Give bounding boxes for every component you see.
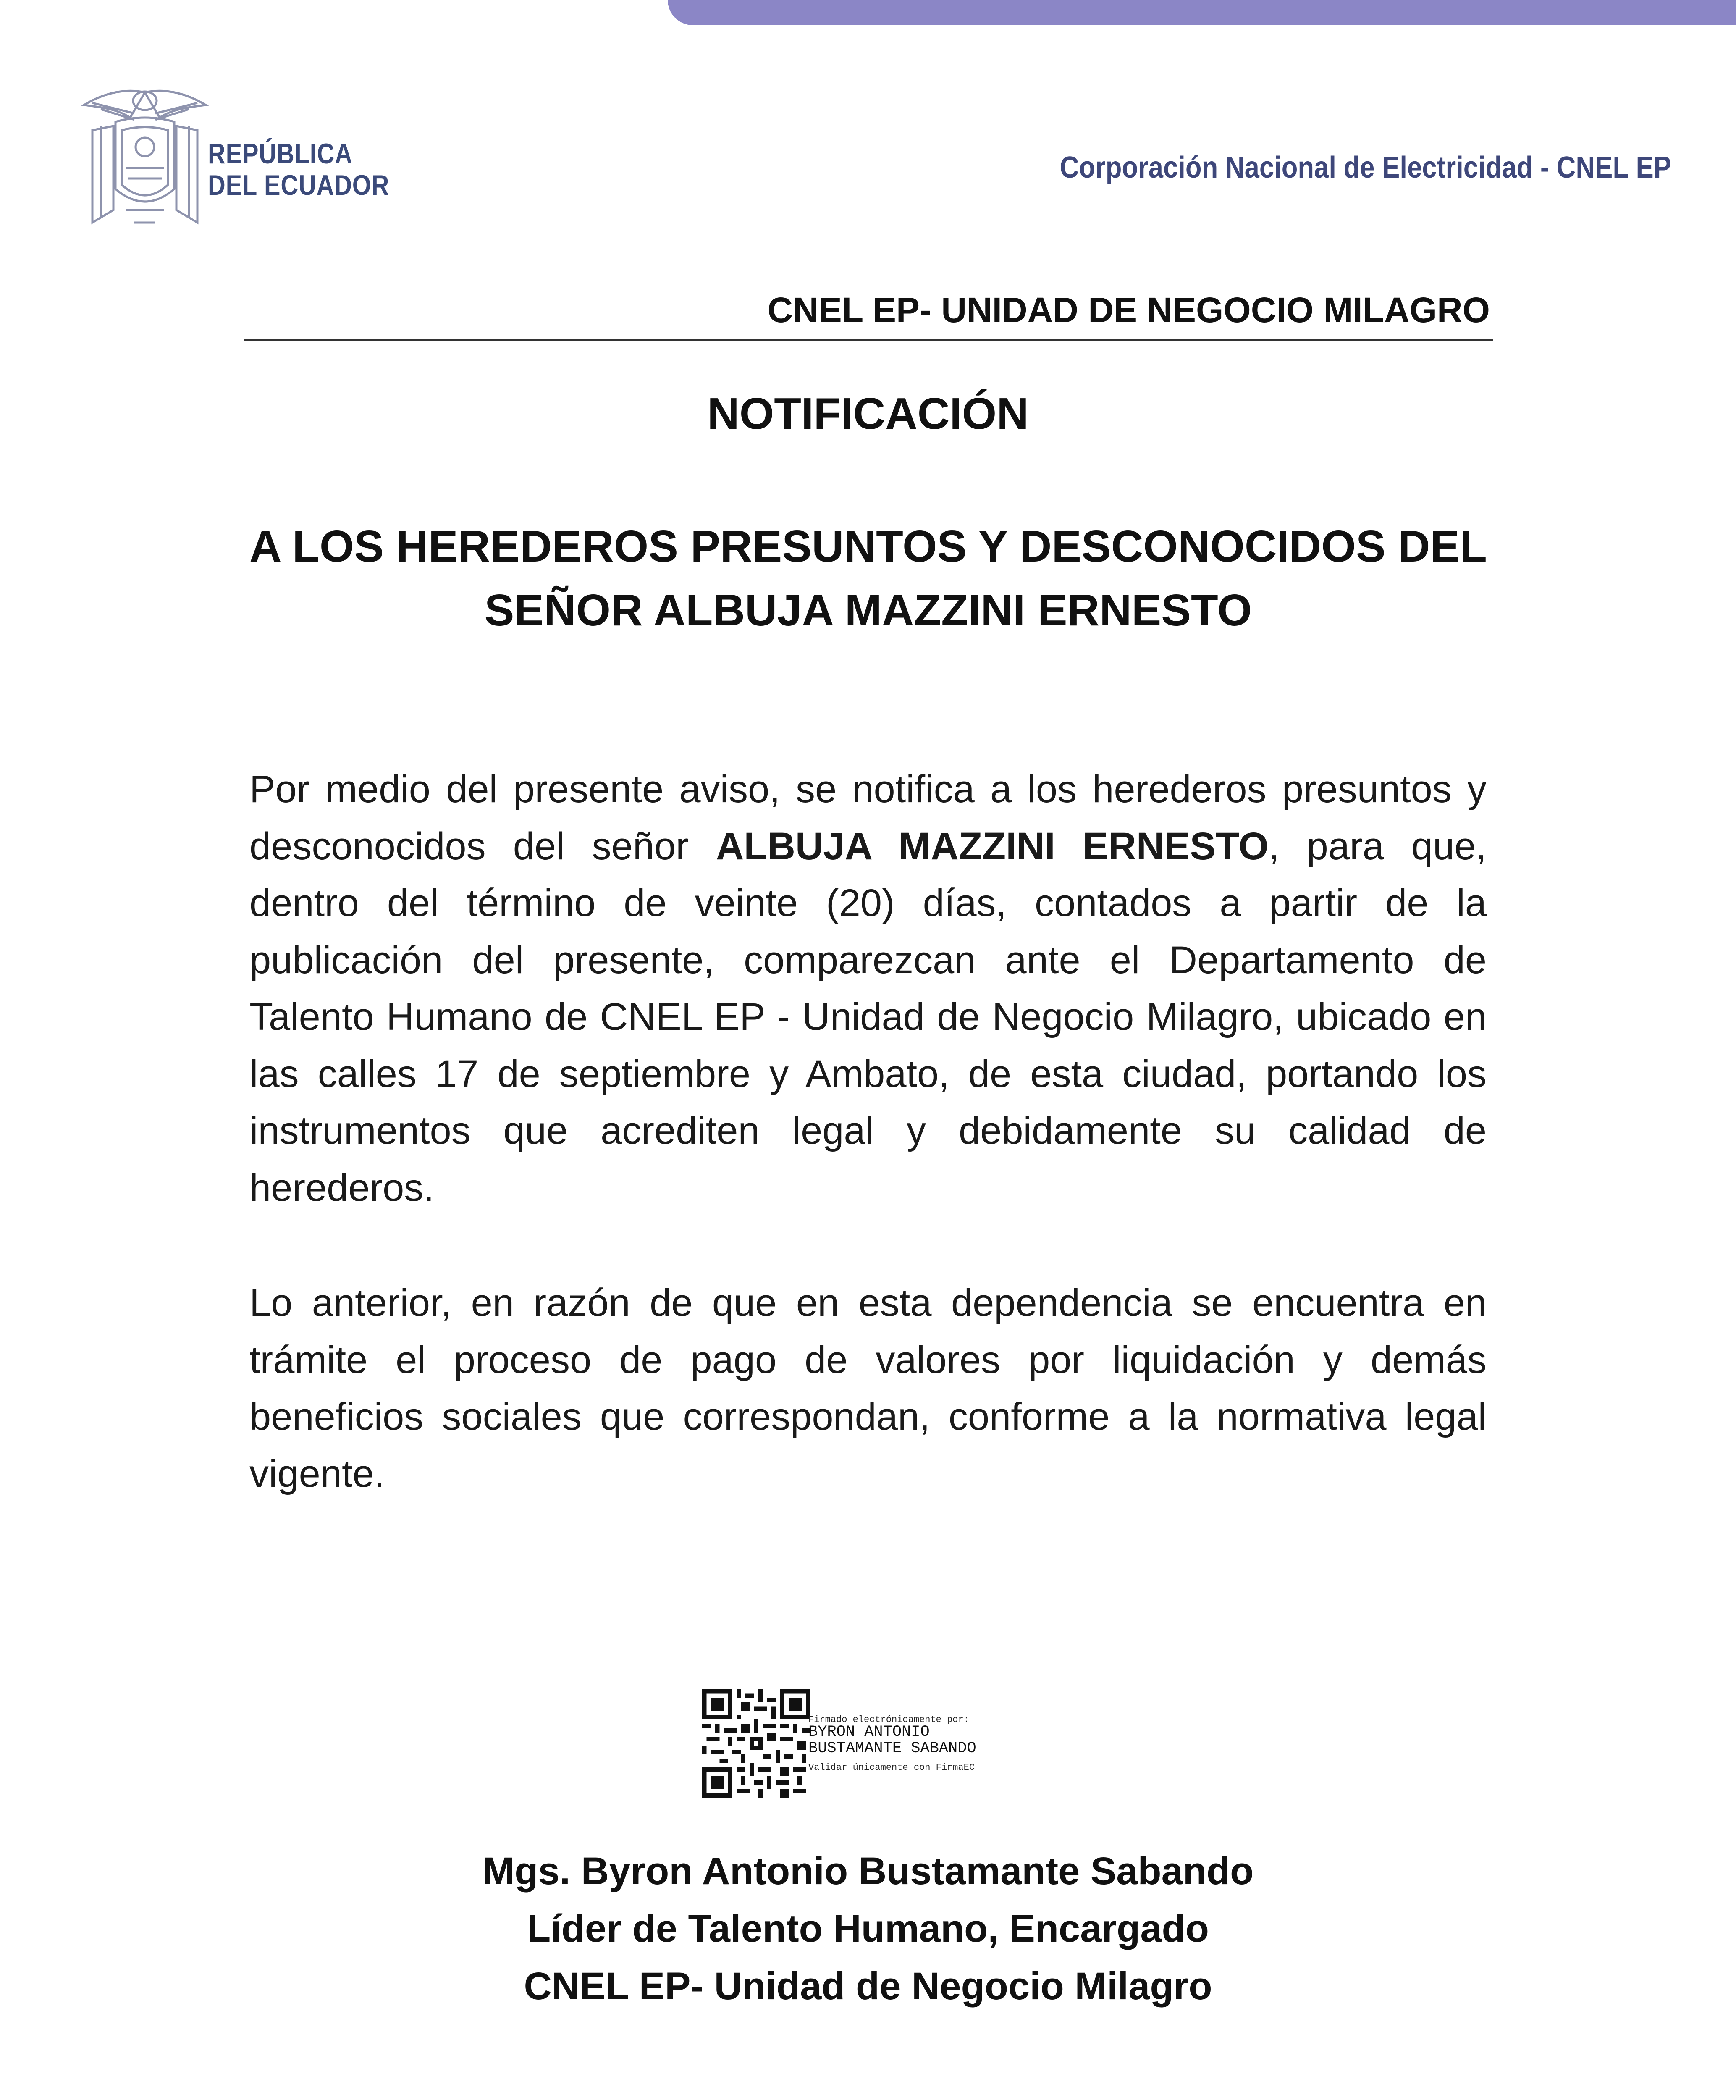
document-title: NOTIFICACIÓN [707,389,1029,438]
unit-heading: CNEL EP- UNIDAD DE NEGOCIO MILAGRO [767,290,1490,330]
headline-line2: SEÑOR ALBUJA MAZZINI ERNESTO [484,585,1252,635]
signer-unit: CNEL EP- Unidad de Negocio Milagro [524,1965,1212,2008]
republica-line2: DEL ECUADOR [208,169,390,201]
corporation-name: Corporación Nacional de Electricidad - CNEL EP [1059,151,1671,184]
p1-text-start: Por medio del presente aviso, se notifica a los herederos presuntos y desconocidos del señor [249,768,1487,868]
stamp-label: Firmado electrónicamente por: [808,1714,969,1725]
paragraph-2: Lo anterior, en razón de que en esta dependencia se encuentra en trámite el proceso de pago de valores por liquidación y demás beneficios sociales que correspondan, conforme a la normativa legal vigente. [249,1281,1487,1495]
qr-code-icon [702,1689,810,1798]
paragraph-1 [249,761,1487,1216]
headline-line1: A LOS HEREDEROS PRESUNTOS Y DESCONOCIDOS DEL [249,522,1487,571]
republica-line1: REPÚBLICA [208,138,353,170]
stamp-name-line2: BUSTAMANTE SABANDO [808,1740,976,1757]
header-rule [244,339,1493,341]
stamp-name-line1: BYRON ANTONIO [808,1723,930,1741]
header-accent-bar [668,0,1736,25]
headline [244,514,1493,642]
stamp-validate: Validar únicamente con FirmaEC [808,1762,975,1773]
p1-text-end: , para que, dentro del término de veinte (20) días, contados a partir de la publicación del presente, comparezcan ante el Departamento de Talento Humano de CNEL EP - Unidad de Negocio Milagro, ubicado en las calles 17 de septiembre y Ambato, de esta ciudad, portando los instrumentos que acrediten legal y debidamente su calidad de herederos. [249,824,1487,1209]
signer-name: Mgs. Byron Antonio Bustamante Sabando [482,1850,1254,1893]
p1-name: ALBUJA MAZZINI ERNESTO [716,824,1269,868]
coat-of-arms-icon [76,84,214,235]
signer-role: Líder de Talento Humano, Encargado [527,1907,1209,1950]
